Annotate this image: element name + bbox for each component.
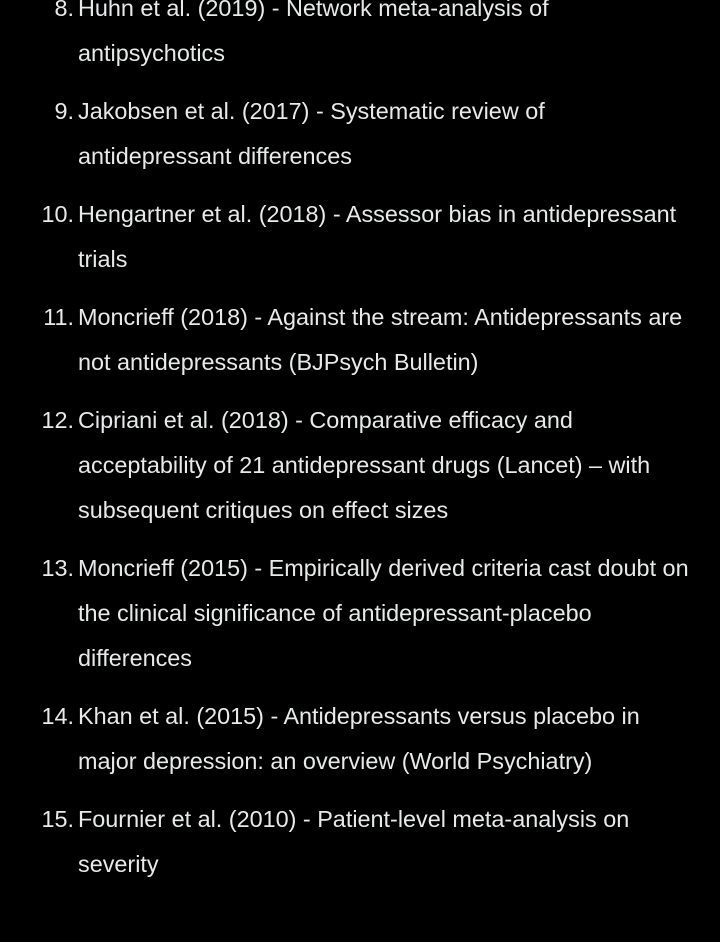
- reference-item-11: [0, 295, 720, 385]
- reference-number: 9.: [54, 98, 74, 124]
- reference-number: 10.: [41, 201, 74, 227]
- reference-item-15: [0, 797, 720, 887]
- reference-number: 14.: [41, 703, 74, 729]
- reference-number: 13.: [41, 555, 74, 581]
- reference-item-14: [0, 694, 720, 784]
- reference-text: Cipriani et al. (2018) - Comparative efficacy and acceptability of 21 antidepressant drugs (Lancet) – with subsequent critiques on effect sizes: [78, 407, 651, 523]
- reference-item-9: [0, 89, 720, 179]
- reference-text: Fournier et al. (2010) - Patient-level meta-analysis on severity: [78, 806, 630, 877]
- reference-text: Jakobsen et al. (2017) - Systematic review of antidepressant differences: [78, 98, 545, 169]
- reference-number: 15.: [41, 806, 74, 832]
- reference-item-10: [0, 192, 720, 282]
- reference-text: Hengartner et al. (2018) - Assessor bias in antidepressant trials: [78, 201, 677, 272]
- reference-text: Moncrieff (2018) - Against the stream: Antidepressants are not antidepressants (BJPsych Bulletin): [78, 304, 683, 375]
- reference-number: 11.: [43, 304, 74, 330]
- reference-number: 8.: [54, 0, 74, 21]
- reference-item-8: [0, 0, 720, 76]
- reference-number: 12.: [41, 407, 74, 433]
- reference-item-12: [0, 398, 720, 533]
- reference-text: Khan et al. (2015) - Antidepressants versus placebo in major depression: an overview (World Psychiatry): [78, 703, 640, 774]
- reference-item-13: [0, 546, 720, 681]
- reference-text: Huhn et al. (2019) - Network meta-analysis of antipsychotics: [78, 0, 549, 66]
- reference-text: Moncrieff (2015) - Empirically derived criteria cast doubt on the clinical significance of antidepressant-placebo differences: [78, 555, 689, 671]
